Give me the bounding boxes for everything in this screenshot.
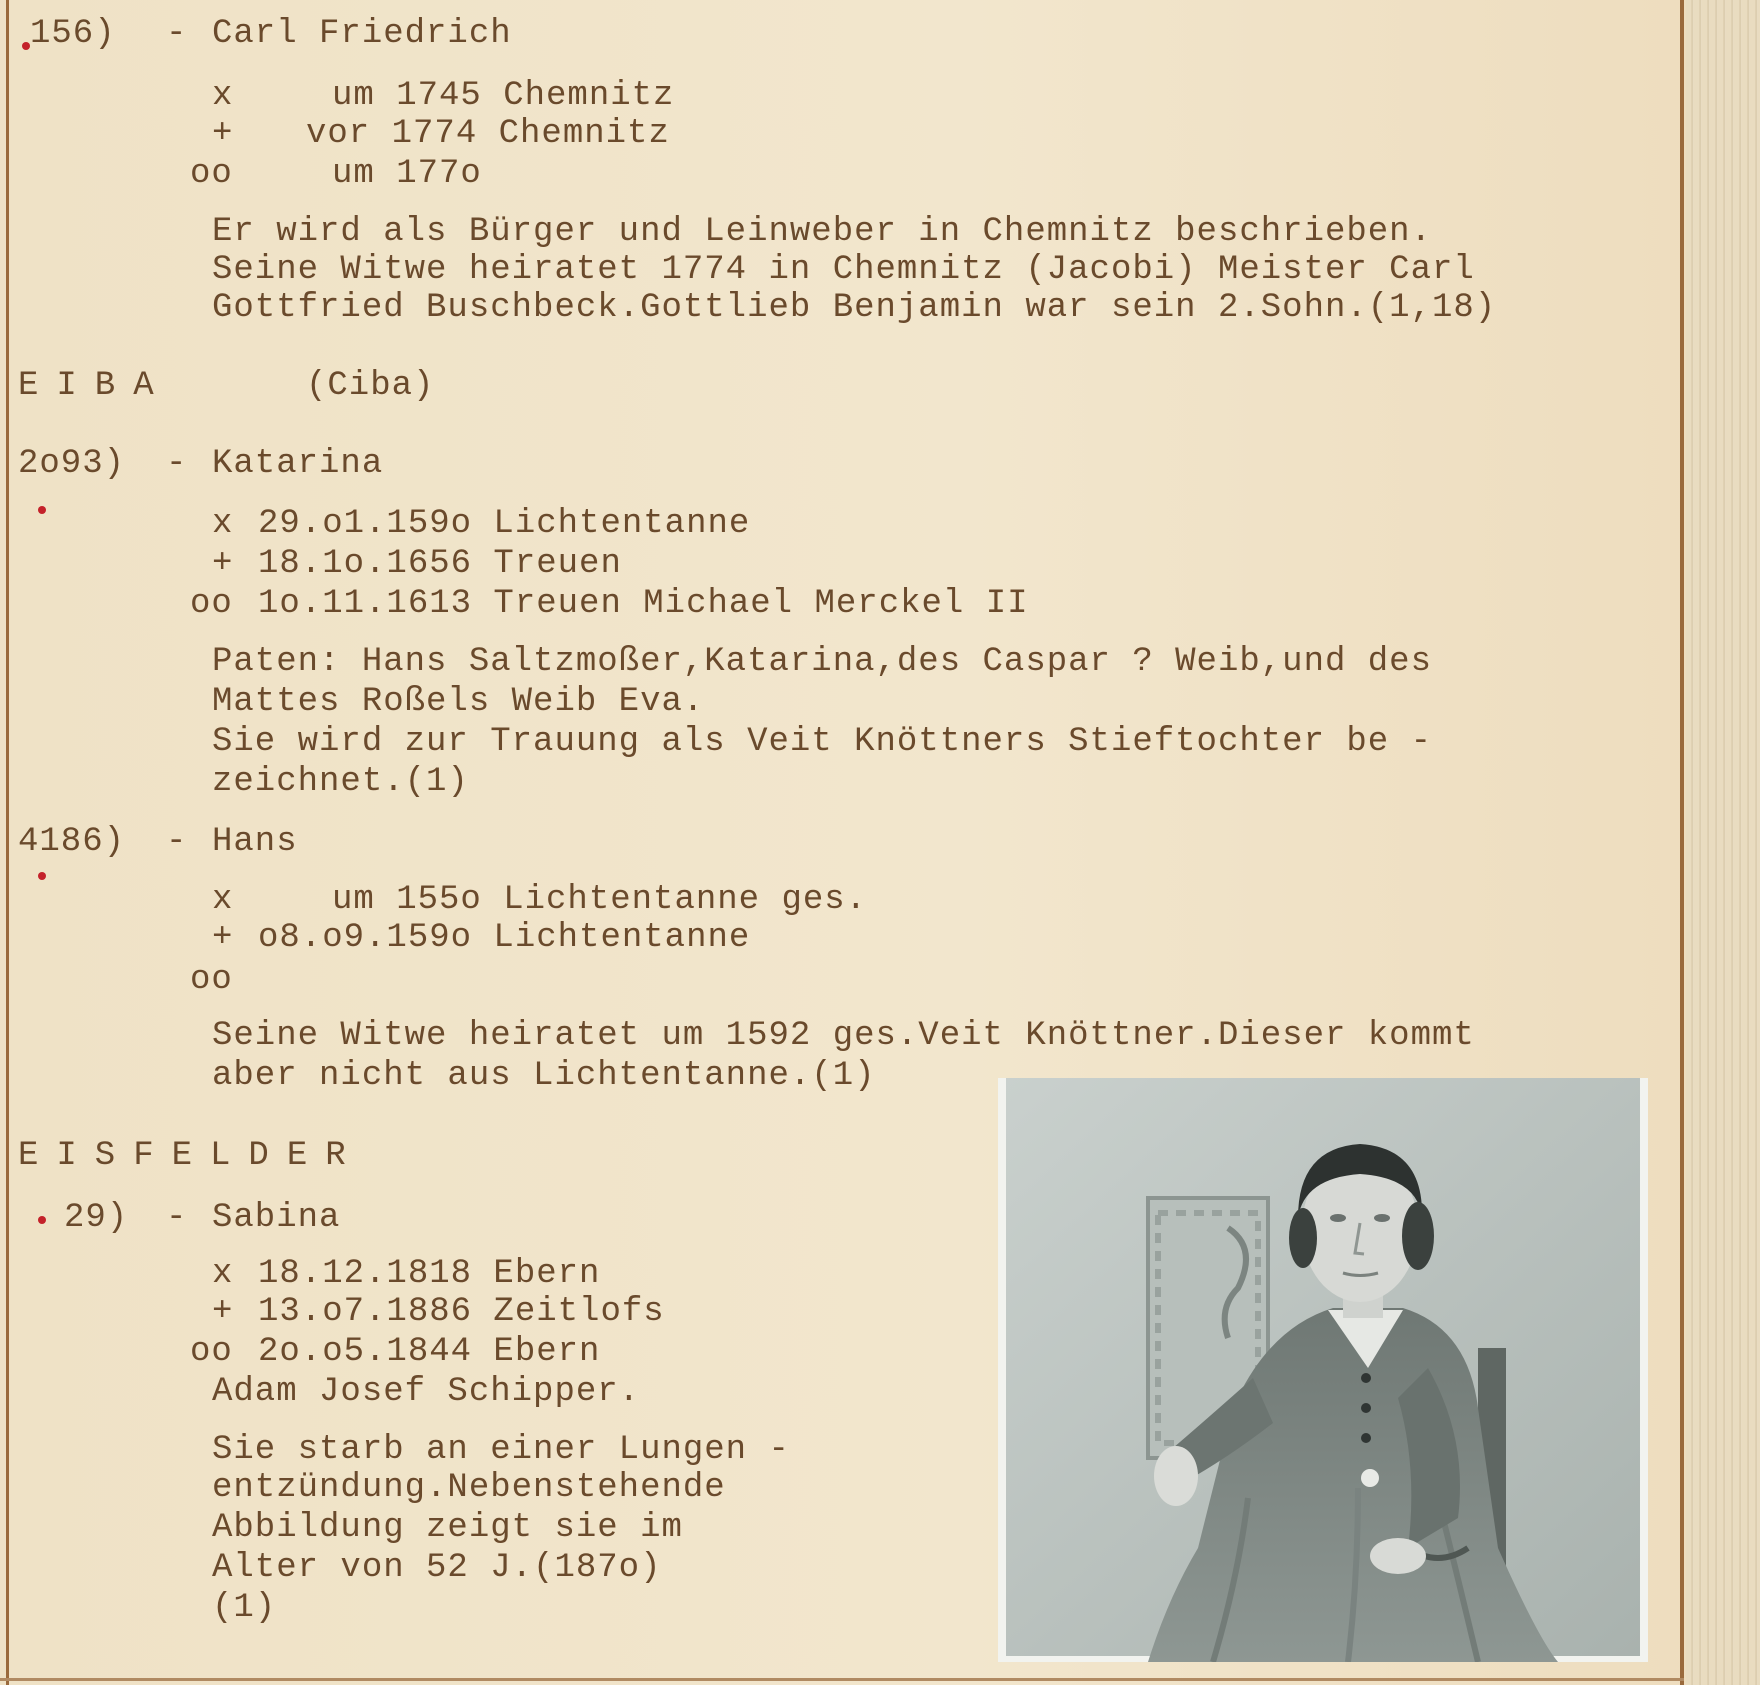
marriage-symbol: oo xyxy=(190,585,233,623)
portrait-illustration xyxy=(998,1078,1648,1662)
marriage-symbol: oo xyxy=(190,1333,233,1371)
entry-number: 29) xyxy=(64,1199,129,1237)
entry-number: 156) xyxy=(30,15,116,53)
birth-record: 18.12.1818 Ebern xyxy=(258,1255,601,1293)
death-symbol: + xyxy=(212,545,234,583)
portrait-photograph xyxy=(998,1078,1648,1662)
entry-name: Sabina xyxy=(212,1199,341,1237)
note-line: zeichnet.(1) xyxy=(212,763,469,801)
surname-heading: EIBA xyxy=(18,367,172,405)
entry-dash: - xyxy=(166,445,188,483)
death-record: 13.o7.1886 Zeitlofs xyxy=(258,1293,665,1331)
red-marker-dot xyxy=(38,872,46,880)
entry-dash: - xyxy=(166,1199,188,1237)
note-line: Er wird als Bürger und Leinweber in Chemnitz beschrieben. xyxy=(212,213,1432,251)
spouse-name: Adam Josef Schipper. xyxy=(212,1373,641,1411)
bottom-rule xyxy=(0,1678,1684,1681)
birth-symbol: x xyxy=(212,881,234,919)
entry-dash: - xyxy=(166,15,188,53)
red-marker-dot xyxy=(22,42,30,50)
entry-dash: - xyxy=(166,823,188,861)
book-page-edges xyxy=(1686,0,1760,1685)
note-line: aber nicht aus Lichtentanne.(1) xyxy=(212,1057,876,1095)
note-line: Gottfried Buschbeck.Gottlieb Benjamin war sein 2.Sohn.(1,18) xyxy=(212,289,1497,327)
note-line: Paten: Hans Saltzmoßer,Katarina,des Caspar ? Weib,und des xyxy=(212,643,1432,681)
death-record: o8.o9.159o Lichtentanne xyxy=(258,919,751,957)
note-line: Abbildung zeigt sie im xyxy=(212,1509,683,1547)
birth-record: um 155o Lichtentanne ges. xyxy=(332,881,868,919)
death-symbol: + xyxy=(212,1293,234,1331)
entry-name: Carl Friedrich xyxy=(212,15,512,53)
marriage-record: um 177o xyxy=(332,155,482,193)
marriage-symbol: oo xyxy=(190,155,233,193)
entry-name: Hans xyxy=(212,823,298,861)
death-record: vor 1774 Chemnitz xyxy=(306,115,670,153)
red-marker-dot xyxy=(38,1216,46,1224)
note-line: (1) xyxy=(212,1589,277,1627)
death-symbol: + xyxy=(212,115,234,153)
surname-heading: EISFELDER xyxy=(18,1137,364,1175)
note-line: Alter von 52 J.(187o) xyxy=(212,1549,662,1587)
entry-number: 4186) xyxy=(18,823,126,861)
birth-symbol: x xyxy=(212,1255,234,1293)
left-margin-rule xyxy=(6,0,9,1685)
red-marker-dot xyxy=(38,506,46,514)
note-line: entzündung.Nebenstehende xyxy=(212,1469,726,1507)
entry-name: Katarina xyxy=(212,445,384,483)
birth-record: 29.o1.159o Lichtentanne xyxy=(258,505,751,543)
entry-number: 2o93) xyxy=(18,445,126,483)
birth-symbol: x xyxy=(212,77,234,115)
marriage-symbol: oo xyxy=(190,961,233,999)
note-line: Mattes Roßels Weib Eva. xyxy=(212,683,705,721)
surname-variant: (Ciba) xyxy=(306,367,435,405)
birth-symbol: x xyxy=(212,505,234,543)
right-margin-rule xyxy=(1680,0,1684,1685)
birth-record: um 1745 Chemnitz xyxy=(332,77,675,115)
note-line: Seine Witwe heiratet um 1592 ges.Veit Knöttner.Dieser kommt xyxy=(212,1017,1475,1055)
note-line: Sie starb an einer Lungen - xyxy=(212,1431,790,1469)
note-line: Sie wird zur Trauung als Veit Knöttners Stieftochter be - xyxy=(212,723,1432,761)
note-line: Seine Witwe heiratet 1774 in Chemnitz (Jacobi) Meister Carl xyxy=(212,251,1475,289)
death-symbol: + xyxy=(212,919,234,957)
marriage-record: 2o.o5.1844 Ebern xyxy=(258,1333,601,1371)
marriage-record: 1o.11.1613 Treuen Michael Merckel II xyxy=(258,585,1029,623)
death-record: 18.1o.1656 Treuen xyxy=(258,545,622,583)
